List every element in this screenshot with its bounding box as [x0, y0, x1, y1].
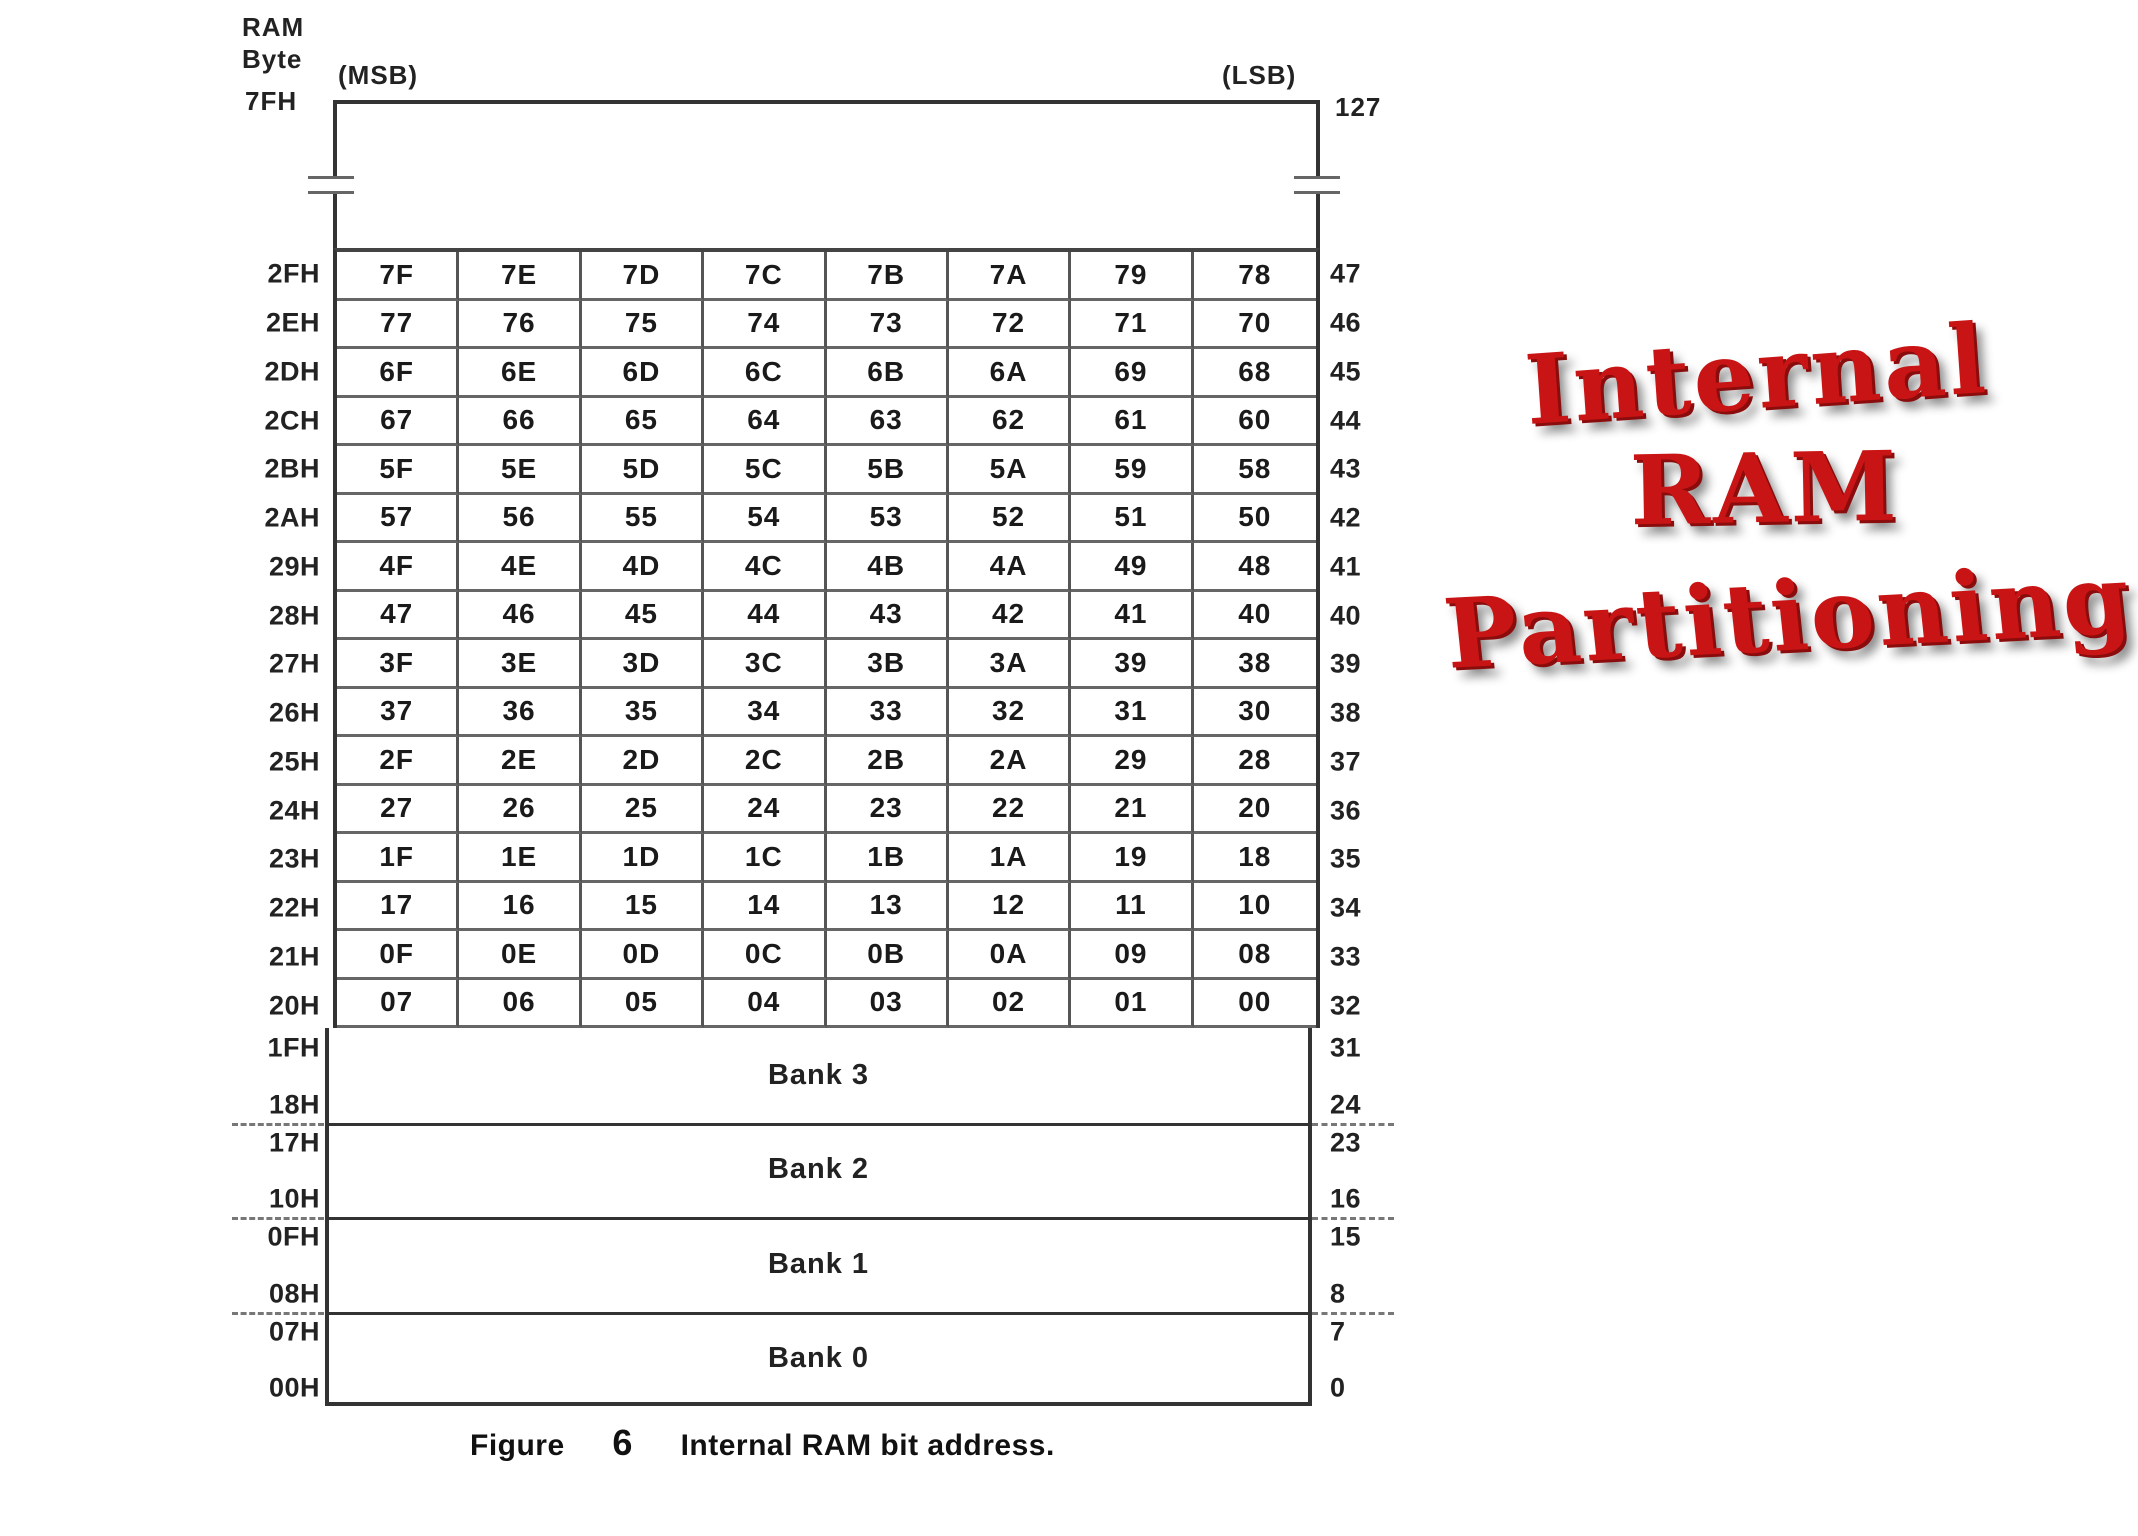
- bit-cell: 36: [459, 689, 581, 738]
- title-line-partitioning: Partitioning: [1439, 542, 2138, 691]
- row-address-label: 29H: [268, 551, 320, 582]
- bank-boundary-tick-right: [1312, 1123, 1394, 1126]
- bit-cell: 42: [949, 592, 1071, 641]
- bit-cell: 12: [949, 883, 1071, 932]
- bit-cell: 7B: [827, 252, 949, 301]
- title-line-internal: Internal: [1521, 301, 1992, 448]
- bit-cell: 55: [582, 495, 704, 544]
- bit-cell: 4E: [459, 543, 581, 592]
- bit-cell: 54: [704, 495, 826, 544]
- bit-cell: 53: [827, 495, 949, 544]
- register-banks: [325, 1028, 1312, 1406]
- bit-cell: 62: [949, 398, 1071, 447]
- bit-cell: 13: [827, 883, 949, 932]
- bit-cell: 0E: [459, 931, 581, 980]
- bank-top-address: 1FH: [267, 1032, 320, 1063]
- bit-cell: 39: [1071, 640, 1193, 689]
- bit-cell: 6D: [582, 349, 704, 398]
- bit-cell: 08: [1194, 931, 1316, 980]
- bank-bottom-bit: 16: [1330, 1183, 1362, 1214]
- row-bit-label: 44: [1330, 405, 1362, 436]
- bank-boundary-tick-right: [1312, 1312, 1394, 1315]
- row-bit-label: 46: [1330, 307, 1362, 338]
- bit-cell: 2C: [704, 737, 826, 786]
- bit-cell: 1A: [949, 834, 1071, 883]
- caption-text: Internal RAM bit address.: [680, 1429, 1055, 1462]
- row-bit-label: 34: [1330, 892, 1362, 923]
- bit-cell: 3C: [704, 640, 826, 689]
- bit-cell: 00: [1194, 980, 1316, 1029]
- bit-cell: 31: [1071, 689, 1193, 738]
- bank-label: Bank 0: [767, 1342, 870, 1375]
- bit-cell: 60: [1194, 398, 1316, 447]
- bit-cell: 6B: [827, 349, 949, 398]
- top-address-label: 7FH: [245, 86, 298, 116]
- bit-cell: 22: [949, 786, 1071, 835]
- bit-cell: 35: [582, 689, 704, 738]
- row-address-label: 23H: [268, 843, 320, 874]
- bit-cell: 56: [459, 495, 581, 544]
- row-address-label: 2DH: [264, 356, 320, 387]
- figure-caption: [470, 1422, 1055, 1464]
- bit-cell: 1F: [337, 834, 459, 883]
- row-address-label: 2FH: [267, 258, 320, 289]
- bit-cell: 76: [459, 301, 581, 350]
- row-bit-label: 40: [1330, 600, 1362, 631]
- row-address-label: 21H: [268, 941, 320, 972]
- bit-cell: 04: [704, 980, 826, 1029]
- top-bit-label: 127: [1335, 92, 1382, 122]
- bit-cell: 05: [582, 980, 704, 1029]
- bank-divider: [329, 1312, 1308, 1315]
- bit-cell: 1C: [704, 834, 826, 883]
- bit-cell: 3F: [337, 640, 459, 689]
- bank-bottom-address: 08H: [268, 1278, 320, 1308]
- bit-cell: 65: [582, 398, 704, 447]
- bit-cell: 69: [1071, 349, 1193, 398]
- bit-cell: 2A: [949, 737, 1071, 786]
- bit-cell: 29: [1071, 737, 1193, 786]
- bank-divider: [329, 1123, 1308, 1126]
- bit-cell: 5C: [704, 446, 826, 495]
- bit-cell: 71: [1071, 301, 1193, 350]
- bit-cell: 5B: [827, 446, 949, 495]
- bank-divider: [329, 1217, 1308, 1220]
- bit-cell: 47: [337, 592, 459, 641]
- bit-cell: 58: [1194, 446, 1316, 495]
- row-address-label: 25H: [268, 746, 320, 777]
- bit-cell: 1D: [582, 834, 704, 883]
- bit-cell: 27: [337, 786, 459, 835]
- row-bit-label: 45: [1330, 356, 1362, 387]
- bit-cell: 5F: [337, 446, 459, 495]
- bit-cell: 15: [582, 883, 704, 932]
- row-address-label: 22H: [268, 892, 320, 923]
- bit-cell: 45: [582, 592, 704, 641]
- bit-cell: 49: [1071, 543, 1193, 592]
- bit-cell: 57: [337, 495, 459, 544]
- bit-cell: 16: [459, 883, 581, 932]
- bank-top-bit: 23: [1330, 1127, 1362, 1157]
- bit-cell: 7C: [704, 252, 826, 301]
- bit-cell: 5E: [459, 446, 581, 495]
- bank-label: Bank 3: [767, 1058, 870, 1091]
- bit-cell: 03: [827, 980, 949, 1029]
- bit-cell: 67: [337, 398, 459, 447]
- bit-cell: 1B: [827, 834, 949, 883]
- bit-cell: 25: [582, 786, 704, 835]
- bit-cell: 75: [582, 301, 704, 350]
- bank-bottom-bit: 24: [1330, 1089, 1362, 1119]
- bit-cell: 32: [949, 689, 1071, 738]
- bit-cell: 41: [1071, 592, 1193, 641]
- bit-cell: 72: [949, 301, 1071, 350]
- row-bit-label: 43: [1330, 453, 1362, 484]
- bit-cell: 5D: [582, 446, 704, 495]
- bit-cell: 07: [337, 980, 459, 1029]
- msb-label: (MSB): [338, 60, 419, 90]
- bit-cell: 3B: [827, 640, 949, 689]
- bit-cell: 38: [1194, 640, 1316, 689]
- bank-bottom-address: 10H: [268, 1183, 320, 1214]
- bit-cell: 26: [459, 786, 581, 835]
- bit-cell: 59: [1071, 446, 1193, 495]
- bank-boundary-tick-left: [232, 1123, 324, 1126]
- bit-cell: 2D: [582, 737, 704, 786]
- bit-cell: 74: [704, 301, 826, 350]
- bank-top-bit: 31: [1330, 1032, 1362, 1063]
- bank-bottom-bit: 8: [1330, 1278, 1346, 1308]
- bit-cell: 0F: [337, 931, 459, 980]
- bit-cell: 1E: [459, 834, 581, 883]
- row-address-label: 2AH: [264, 502, 320, 533]
- bit-cell: 4F: [337, 543, 459, 592]
- bit-cell: 14: [704, 883, 826, 932]
- caption-number: 6: [612, 1422, 633, 1463]
- bit-addressable-grid: [333, 248, 1320, 1028]
- bit-cell: 11: [1071, 883, 1193, 932]
- bit-cell: 7A: [949, 252, 1071, 301]
- bit-cell: 30: [1194, 689, 1316, 738]
- bit-cell: 4A: [949, 543, 1071, 592]
- row-address-label: 26H: [268, 697, 320, 728]
- bit-cell: 33: [827, 689, 949, 738]
- bit-cell: 77: [337, 301, 459, 350]
- bit-cell: 0A: [949, 931, 1071, 980]
- bank-top-address: 0FH: [267, 1221, 320, 1252]
- row-bit-label: 38: [1330, 697, 1362, 728]
- row-bit-label: 32: [1330, 990, 1362, 1021]
- row-bit-label: 41: [1330, 551, 1362, 582]
- bit-cell: 09: [1071, 931, 1193, 980]
- row-address-label: 2BH: [264, 453, 320, 484]
- bit-cell: 3D: [582, 640, 704, 689]
- bit-cell: 24: [704, 786, 826, 835]
- right-break-mark: [1294, 176, 1340, 194]
- bit-cell: 6E: [459, 349, 581, 398]
- bit-cell: 3A: [949, 640, 1071, 689]
- lsb-label: (LSB): [1222, 60, 1297, 90]
- bit-cell: 6C: [704, 349, 826, 398]
- bit-cell: 18: [1194, 834, 1316, 883]
- bank-boundary-tick-left: [232, 1217, 324, 1220]
- row-bit-label: 39: [1330, 648, 1362, 679]
- bit-cell: 20: [1194, 786, 1316, 835]
- bit-cell: 78: [1194, 252, 1316, 301]
- bank-label: Bank 1: [767, 1247, 870, 1280]
- bit-cell: 79: [1071, 252, 1193, 301]
- row-bit-label: 42: [1330, 502, 1362, 533]
- bit-cell: 66: [459, 398, 581, 447]
- bit-cell: 3E: [459, 640, 581, 689]
- row-bit-label: 47: [1330, 258, 1362, 289]
- bit-cell: 51: [1071, 495, 1193, 544]
- bit-cell: 0C: [704, 931, 826, 980]
- bit-cell: 0D: [582, 931, 704, 980]
- bit-cell: 6F: [337, 349, 459, 398]
- bank-label: Bank 2: [767, 1153, 870, 1186]
- bit-cell: 68: [1194, 349, 1316, 398]
- row-address-label: 20H: [268, 990, 320, 1021]
- bank-top-address: 17H: [268, 1127, 320, 1157]
- bit-cell: 0B: [827, 931, 949, 980]
- byte-header-label: Byte: [242, 44, 303, 74]
- bit-cell: 37: [337, 689, 459, 738]
- bit-cell: 52: [949, 495, 1071, 544]
- bank-bottom-address: 00H: [268, 1372, 320, 1403]
- bit-cell: 34: [704, 689, 826, 738]
- ram-header-label: RAM: [242, 12, 305, 42]
- bit-cell: 40: [1194, 592, 1316, 641]
- row-address-label: 28H: [268, 600, 320, 631]
- row-bit-label: 35: [1330, 843, 1362, 874]
- bit-cell: 23: [827, 786, 949, 835]
- row-bit-label: 36: [1330, 795, 1362, 826]
- bit-cell: 70: [1194, 301, 1316, 350]
- bank-boundary-tick-left: [232, 1312, 324, 1315]
- bank-bottom-address: 18H: [268, 1089, 320, 1119]
- bit-cell: 43: [827, 592, 949, 641]
- general-purpose-ram-region: [333, 100, 1320, 248]
- bit-cell: 19: [1071, 834, 1193, 883]
- row-address-label: 24H: [268, 795, 320, 826]
- bit-cell: 5A: [949, 446, 1071, 495]
- bit-cell: 17: [337, 883, 459, 932]
- bit-cell: 10: [1194, 883, 1316, 932]
- row-address-label: 2EH: [265, 307, 320, 338]
- caption-prefix: Figure: [470, 1429, 565, 1462]
- bit-cell: 2B: [827, 737, 949, 786]
- bit-cell: 4D: [582, 543, 704, 592]
- bit-cell: 50: [1194, 495, 1316, 544]
- bit-cell: 02: [949, 980, 1071, 1029]
- bit-cell: 2F: [337, 737, 459, 786]
- bit-cell: 7F: [337, 252, 459, 301]
- bit-cell: 64: [704, 398, 826, 447]
- bank-bottom-bit: 0: [1330, 1372, 1346, 1403]
- bit-cell: 44: [704, 592, 826, 641]
- row-address-label: 27H: [268, 648, 320, 679]
- row-bit-label: 33: [1330, 941, 1362, 972]
- bit-cell: 2E: [459, 737, 581, 786]
- bit-cell: 01: [1071, 980, 1193, 1029]
- bit-cell: 06: [459, 980, 581, 1029]
- bank-top-bit: 15: [1330, 1221, 1362, 1252]
- bit-cell: 61: [1071, 398, 1193, 447]
- bit-cell: 6A: [949, 349, 1071, 398]
- bit-cell: 21: [1071, 786, 1193, 835]
- row-bit-label: 37: [1330, 746, 1362, 777]
- bank-boundary-tick-right: [1312, 1217, 1394, 1220]
- bank-top-bit: 7: [1330, 1316, 1346, 1346]
- bit-cell: 73: [827, 301, 949, 350]
- bit-cell: 63: [827, 398, 949, 447]
- bit-cell: 7D: [582, 252, 704, 301]
- bank-top-address: 07H: [268, 1316, 320, 1346]
- row-address-label: 2CH: [264, 405, 320, 436]
- title-line-ram: RAM: [1629, 429, 1901, 548]
- bit-cell: 4C: [704, 543, 826, 592]
- bit-cell: 28: [1194, 737, 1316, 786]
- bit-cell: 4B: [827, 543, 949, 592]
- left-break-mark: [308, 176, 354, 194]
- bit-cell: 7E: [459, 252, 581, 301]
- bit-cell: 48: [1194, 543, 1316, 592]
- bit-cell: 46: [459, 592, 581, 641]
